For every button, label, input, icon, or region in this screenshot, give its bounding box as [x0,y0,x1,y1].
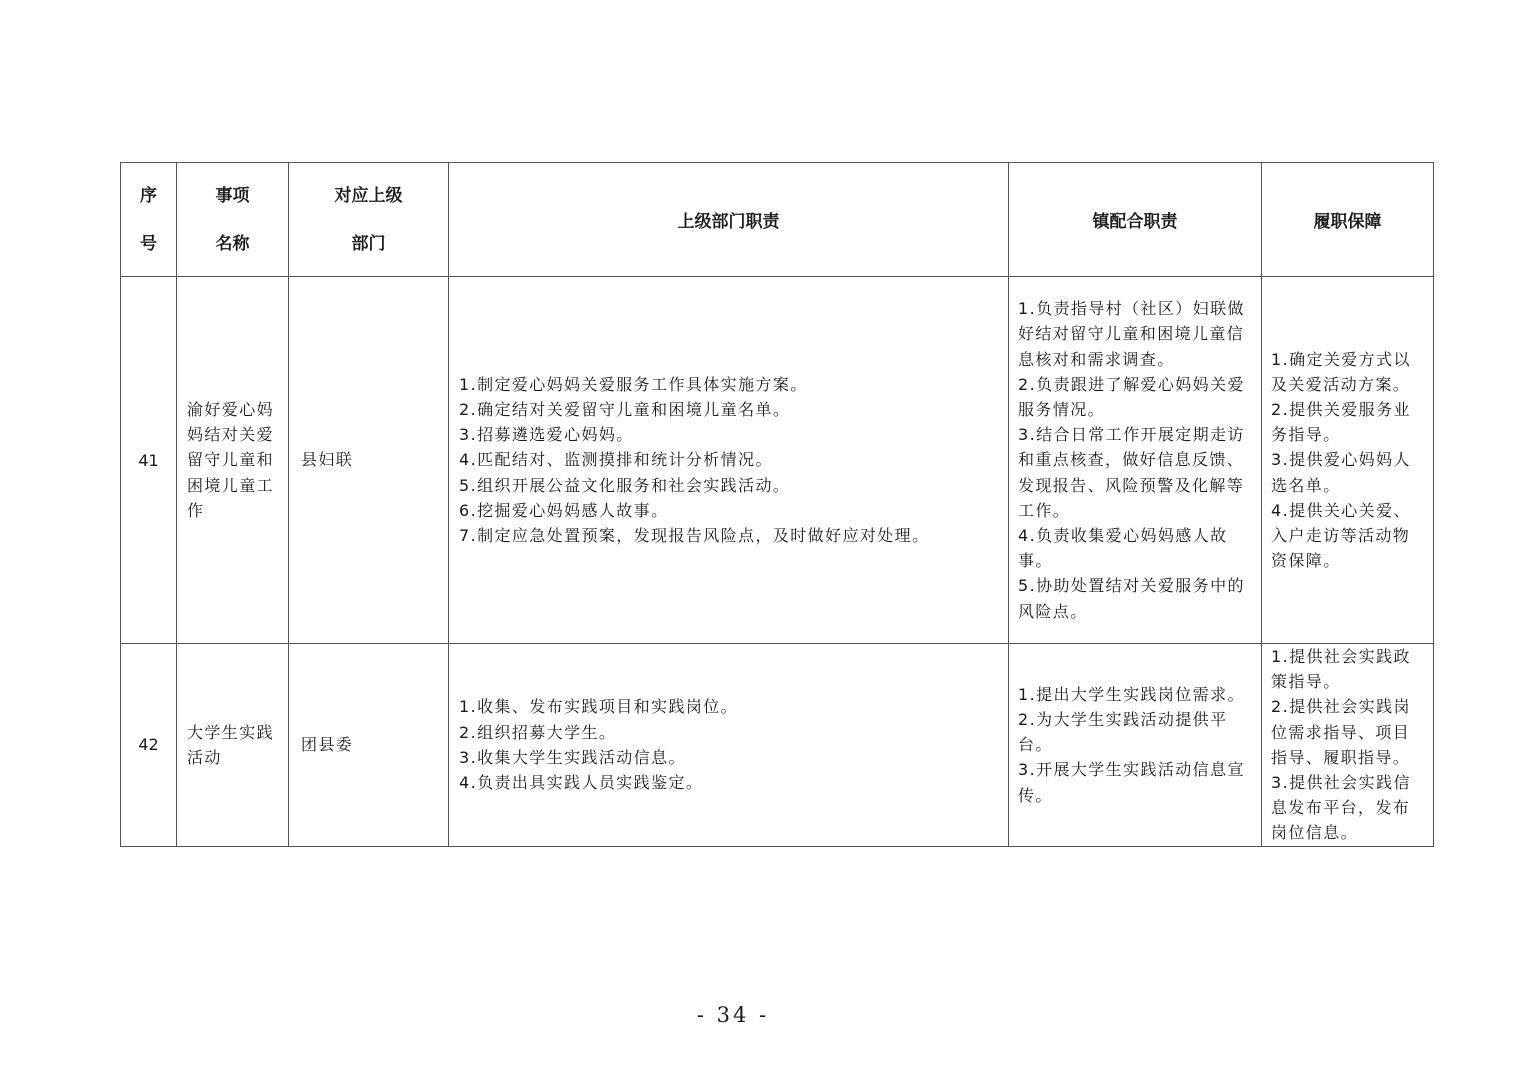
row-item-name: 大学生实践活动 [177,644,289,847]
list-item: 1.提出大学生实践岗位需求。 [1018,684,1245,704]
row-guarantees [1262,277,1434,644]
row-town-duties [1009,277,1262,644]
list-item: 3.招募遴选爱心妈妈。 [459,425,634,445]
list-item: 2.为大学生实践活动提供平台。 [1018,710,1228,755]
row-guarantees [1262,644,1434,847]
row-dept: 县妇联 [289,277,449,644]
header-guarantee: 履职保障 [1262,163,1434,277]
list-item: 1.确定关爱方式以及关爱活动方案。 [1271,349,1411,394]
header-item-line1: 事项 [215,185,250,206]
header-seq-line2: 号 [140,233,157,254]
row-seq: 41 [121,277,177,644]
header-town-duty: 镇配合职责 [1009,163,1262,277]
list-item: 3.提供爱心妈妈人选名单。 [1271,450,1411,495]
list-item: 1.收集、发布实践项目和实践岗位。 [459,697,739,717]
row-seq: 42 [121,644,177,847]
page-number: - 34 - [696,1003,770,1027]
header-dept-line2: 部门 [351,233,386,254]
header-seq [121,163,177,277]
list-item: 5.协助处置结对关爱服务中的风险点。 [1018,576,1245,621]
row-item-name: 渝好爱心妈妈结对关爱留守儿童和困境儿童工作 [177,277,289,644]
header-dept-line1: 对应上级 [334,185,403,206]
list-item: 4.负责出具实践人员实践鉴定。 [459,773,704,793]
list-item: 4.提供关心关爱、入户走访等活动物资保障。 [1271,500,1411,571]
duty-table [120,162,1434,847]
row-dept: 团县委 [289,644,449,847]
list-item: 2.提供社会实践岗位需求指导、项目指导、履职指导。 [1271,697,1411,767]
list-item: 2.组织招募大学生。 [459,722,617,742]
table-row [121,644,1434,847]
header-superior-duty: 上级部门职责 [449,163,1009,277]
list-item: 1.提供社会实践政策指导。 [1271,647,1411,692]
list-item: 3.提供社会实践信息发布平台，发布岗位信息。 [1271,773,1411,843]
list-item: 2.负责跟进了解爱心妈妈关爱服务情况。 [1018,374,1245,419]
header-item-line2: 名称 [215,233,250,254]
list-item: 1.制定爱心妈妈关爱服务工作具体实施方案。 [459,374,808,394]
header-item [177,163,289,277]
list-item: 3.开展大学生实践活动信息宣传。 [1018,760,1245,805]
list-item: 5.组织开展公益文化服务和社会实践活动。 [459,475,791,495]
list-item: 4.负责收集爱心妈妈感人故事。 [1018,526,1228,571]
list-item: 7.制定应急处置预案，发现报告风险点，及时做好应对处理。 [459,526,930,545]
header-seq-line1: 序 [140,185,157,206]
list-item: 3.收集大学生实践活动信息。 [459,747,686,767]
duty-table-container [120,162,1433,847]
list-item: 6.挖掘爱心妈妈感人故事。 [459,500,669,520]
row-superior-duties [449,277,1009,644]
table-header-row [121,163,1434,277]
list-item: 1.负责指导村（社区）妇联做好结对留守儿童和困境儿童信息核对和需求调查。 [1018,299,1245,369]
table-row [121,277,1434,644]
list-item: 2.提供关爱服务业务指导。 [1271,399,1411,445]
list-item: 4.匹配结对、监测摸排和统计分析情况。 [459,450,773,470]
row-superior-duties [449,644,1009,847]
list-item: 2.确定结对关爱留守儿童和困境儿童名单。 [459,399,791,419]
header-dept [289,163,449,277]
list-item: 3.结合日常工作开展定期走访和重点核查，做好信息反馈、发现报告、风险预警及化解等工作。 [1018,425,1245,520]
row-town-duties [1009,644,1262,847]
